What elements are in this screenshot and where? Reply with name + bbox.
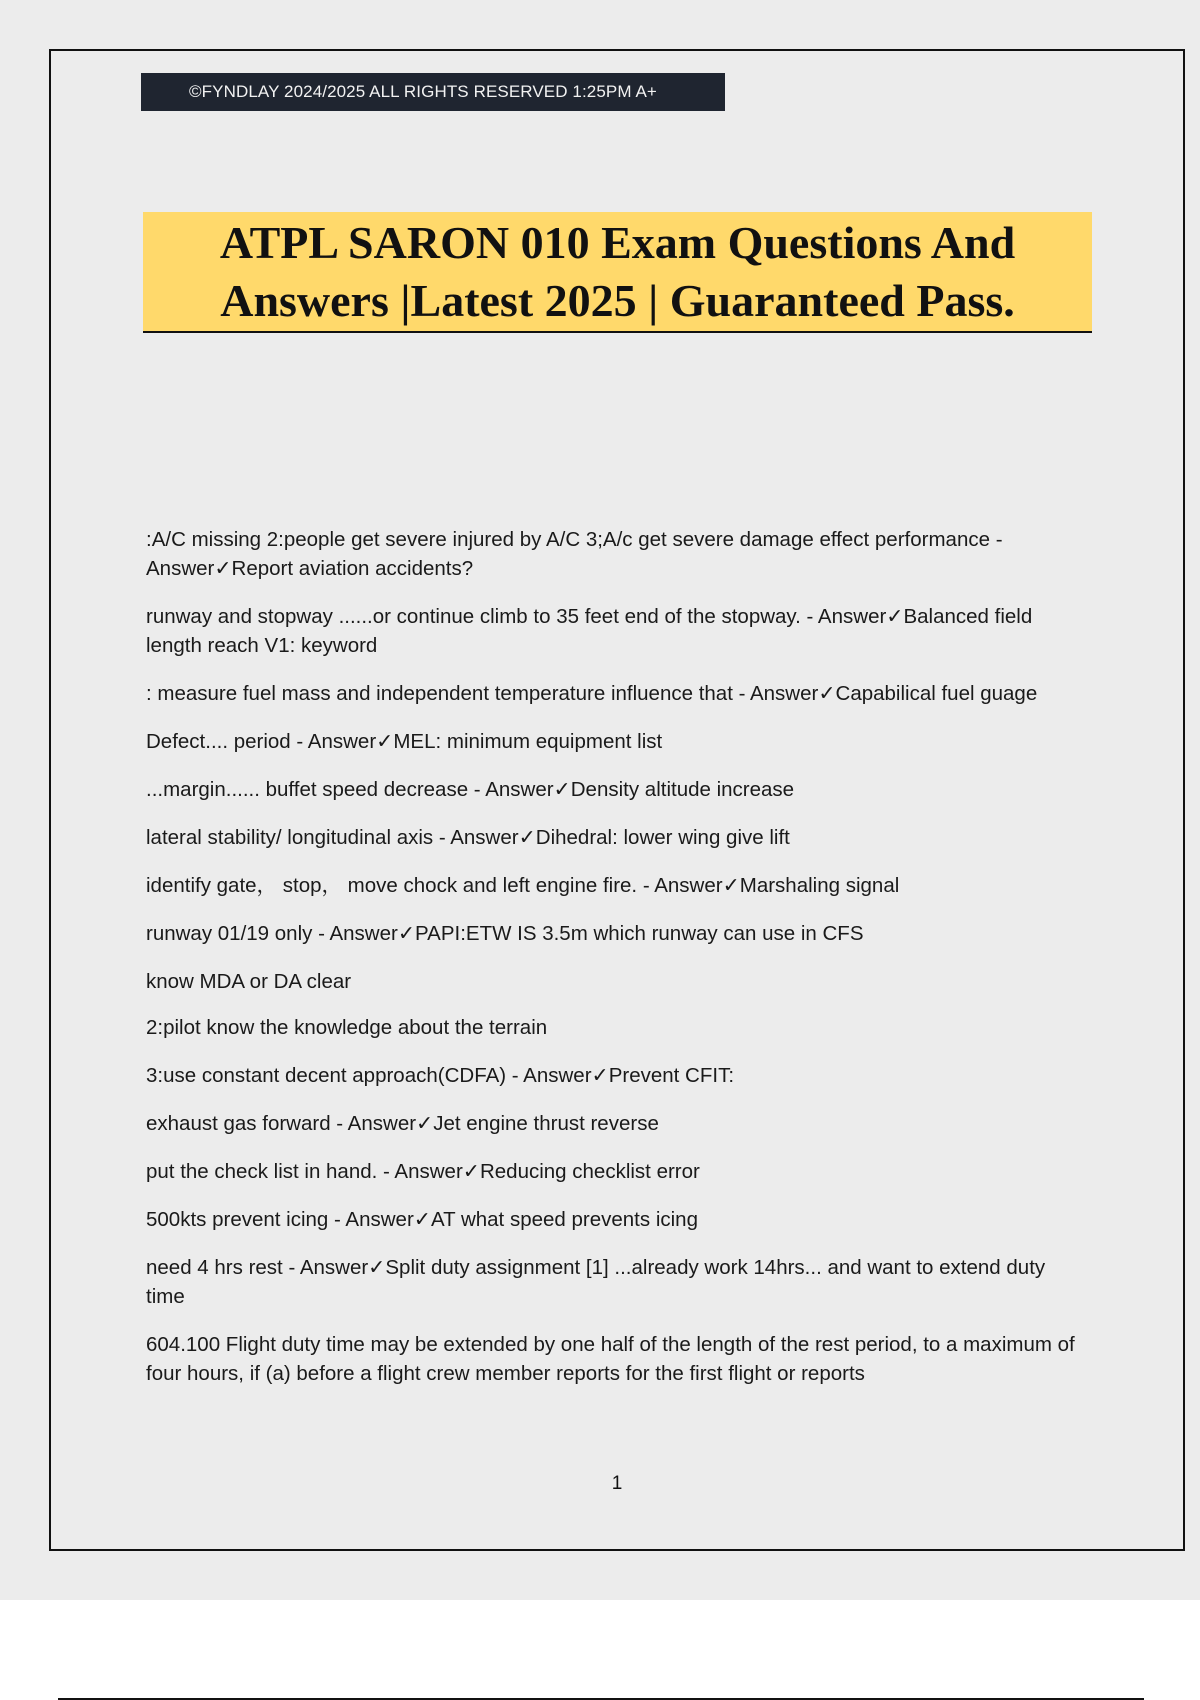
page-number: 1 <box>611 1473 623 1494</box>
document-title <box>143 212 1092 333</box>
qa-item: identify gate， stop， move chock and left engine fire. - Answer✓Marshaling signal <box>146 874 900 897</box>
qa-item: 500kts prevent icing - Answer✓AT what speed prevents icing <box>146 1208 698 1231</box>
qa-item: lateral stability/ longitudinal axis - Answer✓Dihedral: lower wing give lift <box>146 826 790 849</box>
qa-item: ...margin...... buffet speed decrease - Answer✓Density altitude increase <box>146 778 795 801</box>
question-answer-list <box>146 525 1086 1407</box>
copyright-banner: ©FYNDLAY 2024/2025 ALL RIGHTS RESERVED 1:25PM A+ <box>141 73 725 111</box>
title-line-2: Answers |Latest 2025 | Guaranteed Pass. <box>220 274 1015 326</box>
qa-item: put the check list in hand. - Answer✓Reducing checklist error <box>146 1160 700 1183</box>
qa-item: 604.100 Flight duty time may be extended by one half of the length of the rest period, to a maximum of four hours, if (a) before a flight crew member reports for the first flight or reports <box>146 1333 1075 1385</box>
qa-item: need 4 hrs rest - Answer✓Split duty assignment [1] ...already work 14hrs... and want to extend duty time <box>146 1256 1046 1308</box>
qa-item: 3:use constant decent approach(CDFA) - Answer✓Prevent CFIT: <box>146 1064 735 1087</box>
qa-item: : measure fuel mass and independent temperature influence that - Answer✓Capabilical fuel guage <box>146 682 1038 705</box>
qa-item: runway 01/19 only - Answer✓PAPI:ETW IS 3.5m which runway can use in CFS <box>146 922 864 945</box>
qa-item: :A/C missing 2:people get severe injured by A/C 3;A/c get severe damage effect performance - Answer✓Report aviation accidents? <box>146 528 1003 580</box>
qa-item: know MDA or DA clear <box>146 970 352 993</box>
qa-item: Defect.... period - Answer✓MEL: minimum equipment list <box>146 730 663 753</box>
title-line-1: ATPL SARON 010 Exam Questions And <box>219 216 1016 268</box>
qa-item: exhaust gas forward - Answer✓Jet engine thrust reverse <box>146 1112 659 1135</box>
qa-item: runway and stopway ......or continue climb to 35 feet end of the stopway. - Answer✓Balanced field length reach V1: keyword <box>146 605 1033 657</box>
qa-item: 2:pilot know the knowledge about the terrain <box>146 1016 548 1039</box>
